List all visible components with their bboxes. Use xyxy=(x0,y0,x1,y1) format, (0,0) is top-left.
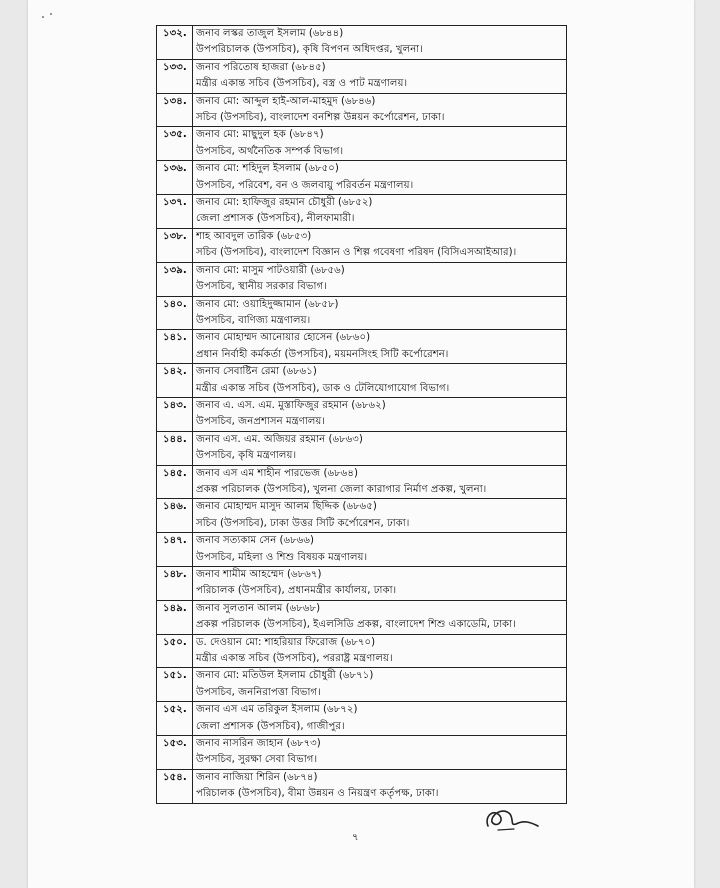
table-row xyxy=(157,228,567,262)
officer-cell xyxy=(193,93,567,127)
officer-name: জনাব মো: মাছুদুল হক (৬৮৪৭) xyxy=(196,129,324,141)
officer-cell xyxy=(193,330,567,364)
serial-number: ১৩৯. xyxy=(157,262,193,296)
officer-designation: সচিব (উপসচিব), ঢাকা উত্তর সিটি কর্পোরেশন, ঢাকা। xyxy=(196,517,410,529)
officer-name: শাহ আবদুল তারিক (৬৮৫৩) xyxy=(196,230,312,242)
table-row xyxy=(157,59,567,93)
serial-number: ১৪৯. xyxy=(157,600,193,634)
serial-number: ১৩৮. xyxy=(157,228,193,262)
officer-designation: সচিব (উপসচিব), বাংলাদেশ বিজ্ঞান ও শিল্প গবেষণা পরিষদ (বিসিএসআইআর)। xyxy=(196,247,517,259)
serial-number: ১৪২. xyxy=(157,364,193,398)
table-row xyxy=(157,567,567,601)
officer-cell xyxy=(193,228,567,262)
serial-number: ১৪৭. xyxy=(157,533,193,567)
officer-name: জনাব মো: মাসুম পাটওয়ারী (৬৮৫৬) xyxy=(196,264,345,276)
officer-cell xyxy=(193,161,567,195)
serial-number: ১৩৪. xyxy=(157,93,193,127)
table-row xyxy=(157,533,567,567)
officer-designation: পরিচালক (উপসচিব), প্রধানমন্ত্রীর কার্যালয়, ঢাকা। xyxy=(196,585,397,597)
serial-number: ১৫০. xyxy=(157,634,193,668)
officer-cell xyxy=(193,634,567,668)
table-row xyxy=(157,465,567,499)
table-row xyxy=(157,600,567,634)
serial-number: ১৪০. xyxy=(157,296,193,330)
officer-cell xyxy=(193,262,567,296)
officer-name: জনাব শামীম আহম্মেদ (৬৮৬৭) xyxy=(196,569,322,580)
officer-designation: প্রকল্প পরিচালক (উপসচিব), খুলনা জেলা কারাগার নির্মাণ প্রকল্প, খুলনা। xyxy=(196,483,487,495)
serial-number: ১৫৪. xyxy=(157,769,193,803)
table-row xyxy=(157,499,567,533)
officer-cell xyxy=(193,296,567,330)
officer-cell xyxy=(193,600,567,634)
officer-name: জনাব মো: ওয়াহিদুজ্জামান (৬৮৫৮) xyxy=(196,298,339,310)
officer-name: ড. দেওয়ান মো: শাহরিয়ার ফিরোজ (৬৮৭০) xyxy=(196,636,376,648)
table-row xyxy=(157,364,567,398)
table-row xyxy=(157,262,567,296)
officer-name: জনাব সেবাষ্টিন রেমা (৬৮৬১) xyxy=(196,366,317,378)
table-row xyxy=(157,431,567,465)
table-row xyxy=(157,397,567,431)
officer-designation: মন্ত্রীর একান্ত সচিব (উপসচিব), বস্ত্র ও পাট মন্ত্রণালয়। xyxy=(196,78,408,90)
officer-designation: উপপরিচালক (উপসচিব), কৃষি বিপণন অধিদপ্তর, খুলনা। xyxy=(196,44,423,56)
officer-name: জনাব মো: আব্দুল হাই-আল-মাহমুদ (৬৮৪৬) xyxy=(196,95,376,107)
officer-name: জনাব এস. এম. অজিয়র রহমান (৬৮৬৩) xyxy=(196,433,363,445)
officer-name: জনাব সত্যকাম সেন (৬৮৬৬) xyxy=(196,535,314,547)
scan-speck xyxy=(42,16,44,18)
officer-cell xyxy=(193,533,567,567)
officer-designation: জেলা প্রশাসক (উপসচিব), নীলফামারী। xyxy=(196,213,355,225)
serial-number: ১৪৫. xyxy=(157,465,193,499)
officer-name: জনাব লস্কর তাজুল ইসলাম (৬৮৪৪) xyxy=(196,28,344,39)
table-row xyxy=(157,668,567,702)
table-row xyxy=(157,296,567,330)
table-row xyxy=(157,702,567,736)
officer-designation: উপসচিব, জননিরাপত্তা বিভাগ। xyxy=(196,686,321,698)
serial-number: ১৪৩. xyxy=(157,397,193,431)
serial-number: ১৪১. xyxy=(157,330,193,364)
table-row xyxy=(157,195,567,229)
officer-name: জনাব এ. এস. এম. মুস্তাফিজুর রহমান (৬৮৬২) xyxy=(196,399,386,411)
officer-name: জনাব এস এম তরিকুল ইসলাম (৬৮৭২) xyxy=(196,704,358,716)
officer-designation: মন্ত্রীর একান্ত সচিব (উপসচিব), পররাষ্ট্র মন্ত্রণালয়। xyxy=(196,653,393,665)
serial-number: ১৩৩. xyxy=(157,59,193,93)
officer-cell xyxy=(193,702,567,736)
officer-name: জনাব মো: শহিদুল ইসলাম (৬৮৫০) xyxy=(196,163,339,175)
officer-name: জনাব সুলতান আলম (৬৮৬৮) xyxy=(196,602,321,614)
officer-cell xyxy=(193,736,567,770)
officer-name: জনাব নাসরিন জাহান (৬৮৭৩) xyxy=(196,738,321,750)
officer-designation: প্রধান নির্বাহী কর্মকর্তা (উপসচিব), ময়মনসিংহ সিটি কর্পোরেশন। xyxy=(196,348,449,360)
serial-number: ১৫৩. xyxy=(157,736,193,770)
officer-designation: প্রকল্প পরিচালক (উপসচিব), ইএলসিডি প্রকল্প, বাংলাদেশ শিশু একাডেমি, ঢাকা। xyxy=(196,619,516,631)
officer-cell xyxy=(193,26,567,60)
officer-cell xyxy=(193,127,567,161)
officer-cell xyxy=(193,59,567,93)
signature-mark xyxy=(480,796,540,836)
serial-number: ১৫২. xyxy=(157,702,193,736)
officer-designation: উপসচিব, মহিলা ও শিশু বিষয়ক মন্ত্রণালয়। xyxy=(196,551,368,563)
officer-designation: জেলা প্রশাসক (উপসচিব), গাজীপুর। xyxy=(196,720,345,732)
serial-number: ১৪৪. xyxy=(157,431,193,465)
officer-cell xyxy=(193,397,567,431)
page-number: ৭ xyxy=(352,832,359,843)
serial-number: ১৩৫. xyxy=(157,127,193,161)
officer-name: জনাব নাজিয়া শিরিন (৬৮৭৪) xyxy=(196,771,318,783)
officer-designation: উপসচিব, কৃষি মন্ত্রণালয়। xyxy=(196,450,297,462)
table-row xyxy=(157,736,567,770)
serial-number: ১৪৬. xyxy=(157,499,193,533)
officer-name: জনাব মোহাম্মদ মাসুদ আলম ছিদ্দিক (৬৮৬৫) xyxy=(196,501,377,513)
officer-designation: উপসচিব, অর্থনৈতিক সম্পর্ক বিভাগ। xyxy=(196,145,344,157)
scan-speck xyxy=(50,13,52,15)
officer-designation: সচিব (উপসচিব), বাংলাদেশ বনশিল্প উন্নয়ন কর্পোরেশন, ঢাকা। xyxy=(196,112,445,124)
officer-designation: পরিচালক (উপসচিব), বীমা উন্নয়ন ও নিয়ন্ত্রণ কর্তৃপক্ষ, ঢাকা। xyxy=(196,788,439,800)
officer-cell xyxy=(193,431,567,465)
table-row xyxy=(157,330,567,364)
officer-name: জনাব মো: হাফিজুর রহমান চৌধুরী (৬৮৫২) xyxy=(196,197,373,209)
officer-name: জনাব মোহাম্মদ আনোয়ার হোসেন (৬৮৬০) xyxy=(196,332,371,344)
officer-designation: উপসচিব, স্থানীয় সরকার বিভাগ। xyxy=(196,281,327,293)
officer-designation: উপসচিব, বাণিজ্য মন্ত্রণালয়। xyxy=(196,314,311,326)
officer-cell xyxy=(193,668,567,702)
officer-designation: মন্ত্রীর একান্ত সচিব (উপসচিব), ডাক ও টেলিযোগাযোগ বিভাগ। xyxy=(196,382,450,394)
table-row xyxy=(157,93,567,127)
officer-list-table xyxy=(156,25,567,804)
serial-number: ১৩৬. xyxy=(157,161,193,195)
officer-cell xyxy=(193,567,567,601)
serial-number: ১৩৭. xyxy=(157,195,193,229)
officer-name: জনাব এস এম শাহীন পারভেজ (৬৮৬৪) xyxy=(196,467,358,479)
table-row xyxy=(157,161,567,195)
serial-number: ১৫১. xyxy=(157,668,193,702)
officer-cell xyxy=(193,499,567,533)
officer-name: জনাব পরিতোষ হাজরা (৬৮৪৫) xyxy=(196,61,326,73)
serial-number: ১৪৮. xyxy=(157,567,193,601)
officer-cell xyxy=(193,364,567,398)
officer-designation: উপসচিব, জনপ্রশাসন মন্ত্রণালয়। xyxy=(196,416,326,428)
table-row xyxy=(157,634,567,668)
table-row xyxy=(157,127,567,161)
table-row xyxy=(157,26,567,60)
officer-designation: উপসচিব, পরিবেশ, বন ও জলবায়ু পরিবর্তন মন্ত্রণালয়। xyxy=(196,179,414,191)
serial-number: ১৩২. xyxy=(157,26,193,60)
officer-cell xyxy=(193,465,567,499)
officer-cell xyxy=(193,195,567,229)
officer-name: জনাব মো: মতিউল ইসলাম চৌধুরী (৬৮৭১) xyxy=(196,670,374,682)
officer-designation: উপসচিব, সুরক্ষা সেবা বিভাগ। xyxy=(196,754,318,766)
